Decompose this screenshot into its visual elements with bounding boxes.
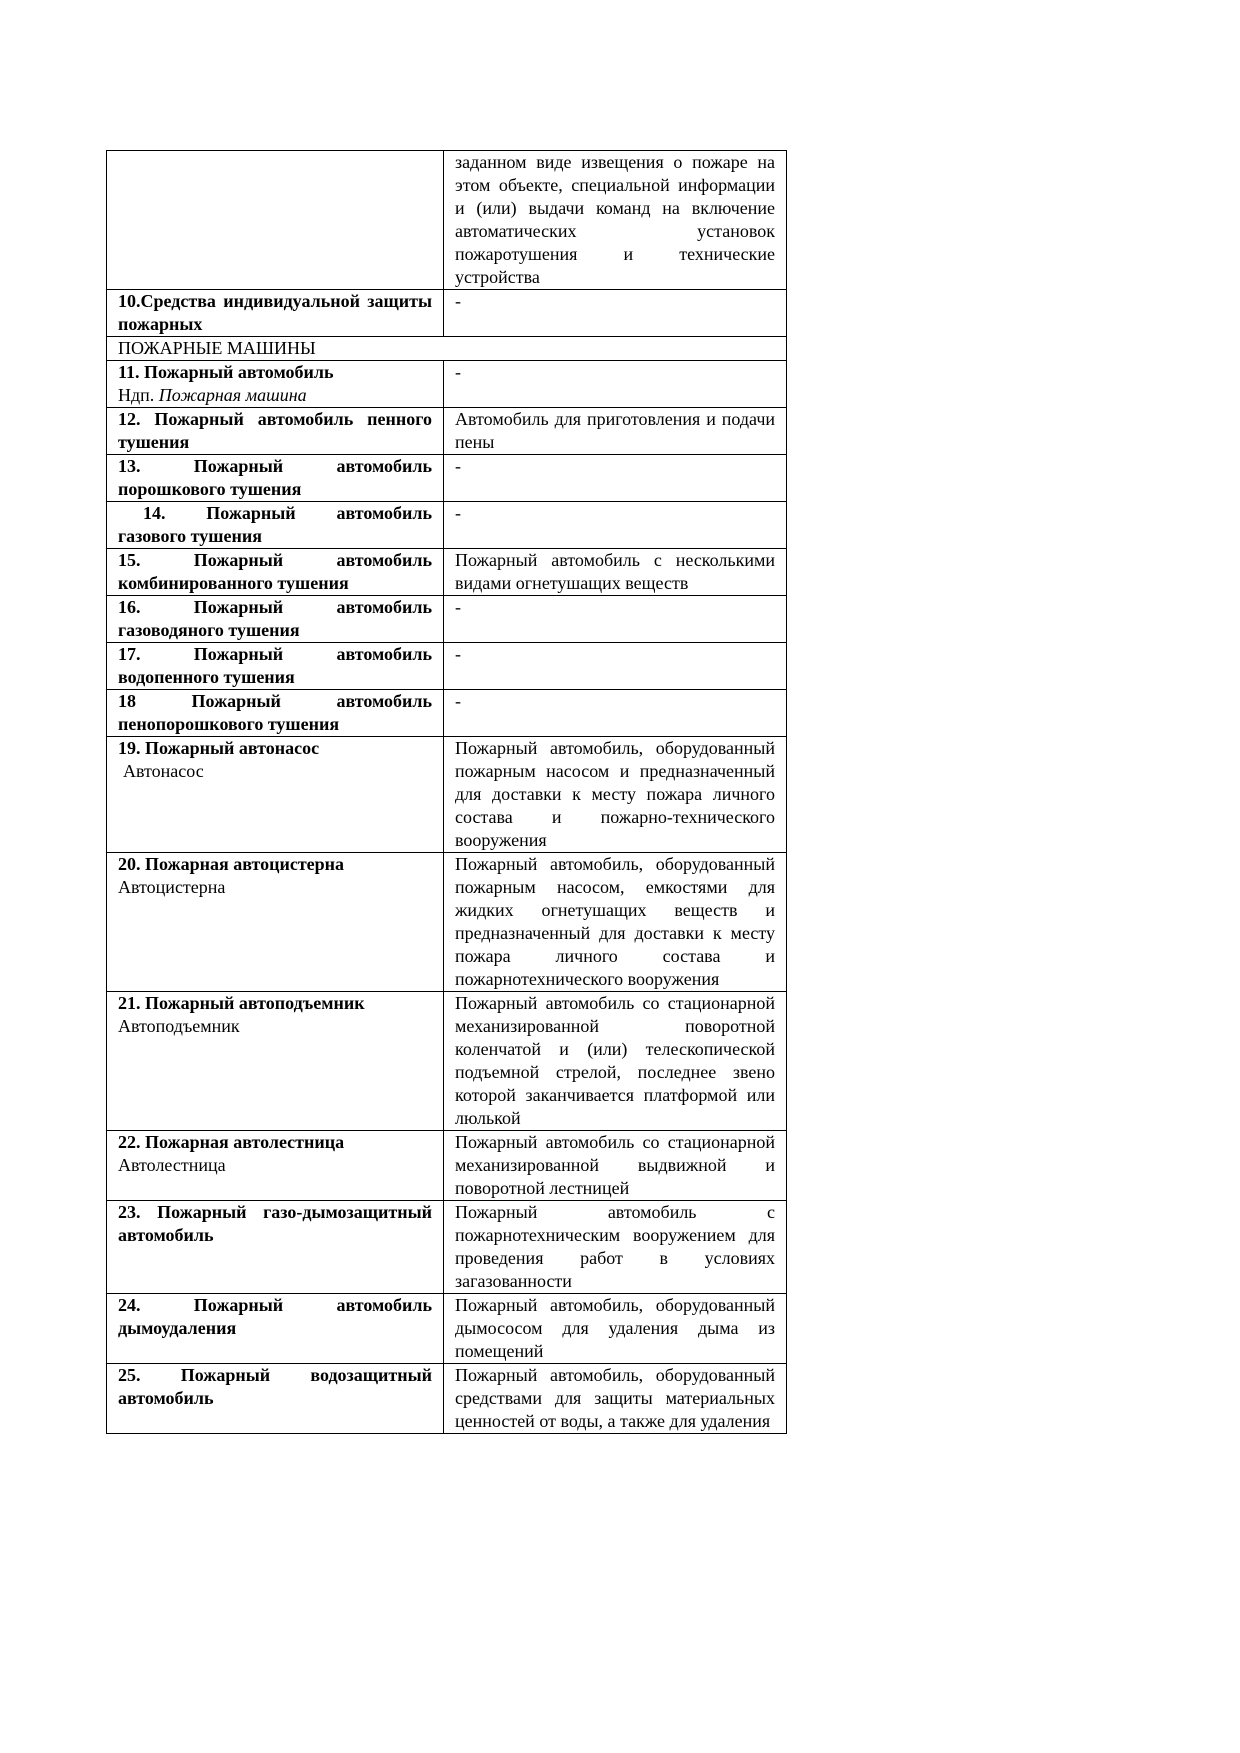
term-cell [107, 690, 444, 737]
deprecated-term-text: Пожарная машина [158, 385, 307, 405]
term-cell [107, 361, 444, 408]
definition-cell: - [444, 643, 787, 690]
table-row [107, 408, 787, 455]
table-row [107, 1294, 787, 1364]
term-cell [107, 1294, 444, 1364]
definition-cell: Пожарный автомобиль с несколькими видами огнетушащих веществ [444, 549, 787, 596]
definition-cell: - [444, 502, 787, 549]
term-name: 22. Пожарная автолестница [118, 1132, 345, 1152]
term-name: 18 Пожарный автомобиль пенопорошкового тушения [118, 691, 432, 734]
term-name: 21. Пожарный автоподъемник [118, 993, 365, 1013]
table-row [107, 1131, 787, 1201]
terms-table [106, 150, 787, 1434]
definition-cell: - [444, 690, 787, 737]
synonym: Автоцистерна [118, 877, 226, 897]
definition-cell: Пожарный автомобиль, оборудованный средствами для защиты материальных ценностей от воды, а также для удаления [444, 1364, 787, 1434]
table-row [107, 643, 787, 690]
term-name: 14. Пожарный автомобиль газового тушения [118, 503, 432, 546]
table-row [107, 455, 787, 502]
section-header-row [107, 337, 787, 361]
table-row [107, 596, 787, 643]
term-cell [107, 643, 444, 690]
table-row [107, 549, 787, 596]
deprecated-term [118, 384, 432, 407]
deprecated-prefix: Ндп. [118, 385, 155, 405]
definition-cell: - [444, 290, 787, 337]
table-row [107, 290, 787, 337]
definition-cell: Автомобиль для приготовления и подачи пены [444, 408, 787, 455]
term-name: 13. Пожарный автомобиль порошкового тушения [118, 456, 432, 499]
term-name: 16. Пожарный автомобиль газоводяного тушения [118, 597, 432, 640]
table-row [107, 1201, 787, 1294]
term-name: 17. Пожарный автомобиль водопенного тушения [118, 644, 432, 687]
term-cell [107, 455, 444, 502]
term-cell [107, 737, 444, 853]
term-name: 11. Пожарный автомобиль [118, 362, 334, 382]
definition-cell: Пожарный автомобиль, оборудованный пожарным насосом и предназначенный для доставки к месту пожара личного состава и пожарно-технического вооружения [444, 737, 787, 853]
table-row [107, 690, 787, 737]
section-header: ПОЖАРНЫЕ МАШИНЫ [107, 337, 787, 361]
definition-cell: Пожарный автомобиль со стационарной механизированной выдвижной и поворотной лестницей [444, 1131, 787, 1201]
term-cell [107, 290, 444, 337]
term-name: 12. Пожарный автомобиль пенного тушения [118, 409, 432, 452]
table-row [107, 151, 787, 290]
term-cell [107, 596, 444, 643]
table-row [107, 502, 787, 549]
term-cell [107, 1364, 444, 1434]
term-name: 15. Пожарный автомобиль комбинированного тушения [118, 550, 432, 593]
term-cell [107, 853, 444, 992]
term-cell [107, 1201, 444, 1294]
table-row [107, 1364, 787, 1434]
definition-cell: заданном виде извещения о пожаре на этом объекте, специальной информации и (или) выдачи команд на включение автоматических установок пожаротушения и технические устройства [444, 151, 787, 290]
term-name: 23. Пожарный газо-дымозащитный автомобиль [118, 1202, 432, 1245]
definition-cell: - [444, 361, 787, 408]
term-name: 24. Пожарный автомобиль дымоудаления [118, 1295, 432, 1338]
term-cell [107, 408, 444, 455]
table-row [107, 361, 787, 408]
term-cell [107, 502, 444, 549]
definition-cell: Пожарный автомобиль, оборудованный дымососом для удаления дыма из помещений [444, 1294, 787, 1364]
term-name: 19. Пожарный автонасос [118, 738, 320, 758]
table-row [107, 737, 787, 853]
definition-cell: Пожарный автомобиль, оборудованный пожарным насосом, емкостями для жидких огнетушащих веществ и предназначенный для доставки к месту пожара личного состава и пожарнотехнического вооружения [444, 853, 787, 992]
term-name: 25. Пожарный водозащитный автомобиль [118, 1365, 432, 1408]
synonym: Автонасос [123, 761, 204, 781]
definition-cell: Пожарный автомобиль с пожарнотехническим вооружением для проведения работ в условиях загазованности [444, 1201, 787, 1294]
definition-cell: Пожарный автомобиль со стационарной механизированной поворотной коленчатой и (или) телескопической подъемной стрелой, последнее звено которой заканчивается платформой или люлькой [444, 992, 787, 1131]
term-cell [107, 992, 444, 1131]
definition-cell: - [444, 455, 787, 502]
term-name: 10.Средства индивидуальной защиты пожарных [118, 291, 432, 334]
table-row [107, 992, 787, 1131]
table-row [107, 853, 787, 992]
definition-cell: - [444, 596, 787, 643]
term-cell [107, 1131, 444, 1201]
synonym: Автоподъемник [118, 1016, 240, 1036]
term-cell [107, 549, 444, 596]
synonym: Автолестница [118, 1155, 226, 1175]
term-cell [107, 151, 444, 290]
term-name: 20. Пожарная автоцистерна [118, 854, 345, 874]
